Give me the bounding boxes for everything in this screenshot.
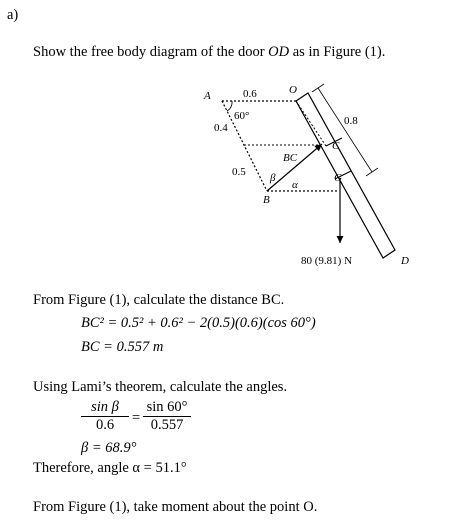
label-b: B xyxy=(263,194,270,206)
fraction-sin-beta xyxy=(81,399,129,434)
label-a: A xyxy=(204,90,211,102)
step1-eq1: BC² = 0.5² + 0.6² − 2(0.5)(0.6)(cos 60°) xyxy=(81,315,316,331)
label-b-dist: 0.5 xyxy=(232,166,246,178)
frac2-denominator: 0.557 xyxy=(150,417,184,433)
frac1-numerator: sin β xyxy=(91,399,119,415)
label-o: O xyxy=(289,84,297,96)
label-a-down: 0.4 xyxy=(214,122,228,134)
part-label: a) xyxy=(7,7,19,23)
label-bc: BC xyxy=(283,152,298,164)
fraction-sin-60 xyxy=(143,399,191,434)
label-c: C xyxy=(332,140,340,152)
label-angle-60: 60° xyxy=(234,110,250,122)
beta-result: β = 68.9° xyxy=(81,440,137,456)
frac2-numerator: sin 60° xyxy=(146,399,188,415)
intro-prefix: Show the free body diagram of the door xyxy=(33,44,269,60)
label-g: G xyxy=(334,172,342,184)
angle-arc-a xyxy=(227,101,232,111)
label-ab-length: 0.6 xyxy=(243,88,257,100)
label-alpha: α xyxy=(292,179,298,191)
step1-text: From Figure (1), calculate the distance BC. xyxy=(33,292,285,308)
intro-suffix: as in Figure (1). xyxy=(289,44,386,60)
step1-eq2: BC = 0.557 m xyxy=(81,339,164,355)
door-label: OD xyxy=(268,44,290,60)
alpha-result: Therefore, angle α = 51.1° xyxy=(33,460,187,476)
step3-text: From Figure (1), take moment about the point O. xyxy=(33,499,318,515)
frac-equals: = xyxy=(132,410,141,426)
frac1-denominator: 0.6 xyxy=(95,417,115,433)
label-d: D xyxy=(401,255,409,267)
step2-text: Using Lami’s theorem, calculate the angles. xyxy=(33,379,288,395)
label-beta: β xyxy=(270,172,276,184)
label-oc-length: 0.8 xyxy=(344,115,358,127)
label-weight: 80 (9.81) N xyxy=(301,255,353,267)
